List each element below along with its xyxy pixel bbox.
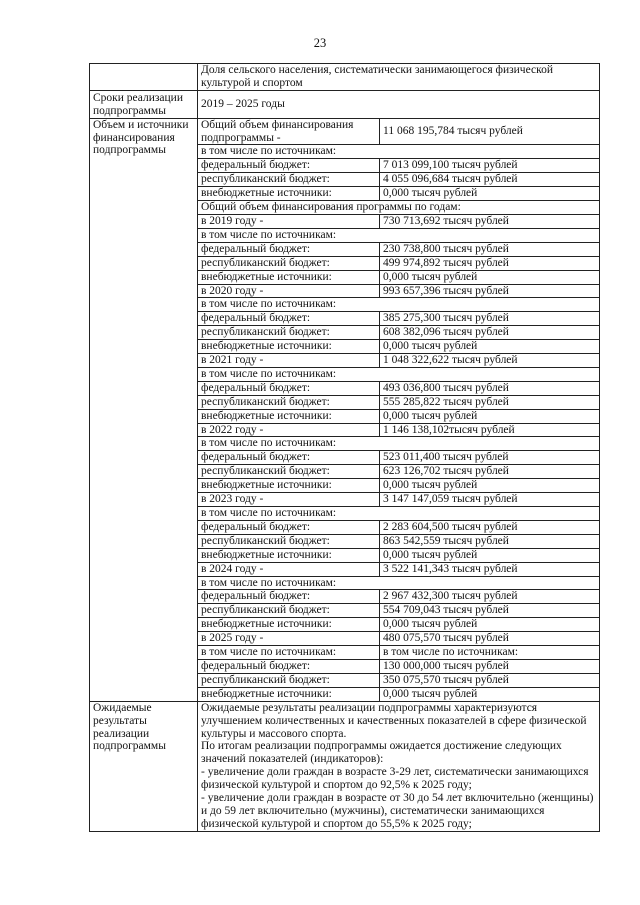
terms-value xyxy=(198,90,600,118)
results-row xyxy=(90,701,600,831)
results-paragraph: По итогам реализации подпрограммы ожидается достижение следующих значений показателей (индикаторов): xyxy=(201,740,562,766)
year-sources-heading-right: в том числе по источникам: xyxy=(380,646,600,660)
indicator-label-cell xyxy=(90,64,198,91)
year-republic-row xyxy=(198,256,599,270)
year-label: в 2025 году - xyxy=(198,632,380,646)
page-number: 23 xyxy=(313,36,327,50)
year-federal-value: 130 000,000 тысяч рублей xyxy=(380,659,600,673)
passport-table xyxy=(89,63,600,832)
year-extra-row xyxy=(198,270,599,284)
year-federal-value: 2 283 604,500 тысяч рублей xyxy=(380,520,600,534)
terms-row xyxy=(90,90,600,118)
year-extra-row xyxy=(198,548,599,562)
year-extra-row xyxy=(198,479,599,493)
year-extra-row xyxy=(198,687,599,700)
year-federal-label: федеральный бюджет: xyxy=(198,381,380,395)
year-republic-label: республиканский бюджет: xyxy=(198,604,380,618)
year-federal-label: федеральный бюджет: xyxy=(198,312,380,326)
year-federal-row xyxy=(198,381,599,395)
year-republic-row xyxy=(198,604,599,618)
year-extra-label: внебюджетные источники: xyxy=(198,687,380,700)
year-label: в 2024 году - xyxy=(198,562,380,576)
terms-value-text: 2019 – 2025 годы xyxy=(201,97,285,110)
year-republic-value: 608 382,096 тысяч рублей xyxy=(380,326,600,340)
year-total-value: 480 075,570 тысяч рублей xyxy=(380,632,600,646)
financing-by-years-heading: Общий объем финансирования программы по годам: xyxy=(198,201,599,215)
year-federal-row xyxy=(198,451,599,465)
year-republic-row xyxy=(198,534,599,548)
year-extra-label: внебюджетные источники: xyxy=(198,340,380,354)
year-extra-row xyxy=(198,409,599,423)
year-extra-label: внебюджетные источники: xyxy=(198,548,380,562)
year-sources-heading: в том числе по источникам: xyxy=(198,367,599,381)
year-republic-value: 623 126,702 тысяч рублей xyxy=(380,465,600,479)
financing-federal-row xyxy=(198,159,599,173)
year-republic-row xyxy=(198,465,599,479)
year-federal-label: федеральный бюджет: xyxy=(198,659,380,673)
year-republic-label: республиканский бюджет: xyxy=(198,326,380,340)
financing-sources-heading: в том числе по источникам: xyxy=(198,145,599,159)
year-row xyxy=(198,423,599,437)
year-extra-value: 0,000 тысяч рублей xyxy=(380,270,600,284)
year-sources-heading: в том числе по источникам: xyxy=(198,437,599,451)
year-republic-row xyxy=(198,673,599,687)
year-extra-label: внебюджетные источники: xyxy=(198,270,380,284)
indicator-text: Доля сельского населения, систематически занимающегося физической культурой и спортом xyxy=(198,64,600,91)
year-federal-row xyxy=(198,312,599,326)
year-extra-value: 0,000 тысяч рублей xyxy=(380,618,600,632)
year-row xyxy=(198,354,599,368)
year-label: в 2020 году - xyxy=(198,284,380,298)
year-federal-value: 523 011,400 тысяч рублей xyxy=(380,451,600,465)
financing-total-row xyxy=(198,119,599,145)
year-federal-row xyxy=(198,242,599,256)
year-sources-heading: в том числе по источникам: xyxy=(198,507,599,521)
financing-extra-value: 0,000 тысяч рублей xyxy=(380,187,600,201)
year-sources-heading-row xyxy=(198,646,599,660)
year-federal-value: 2 967 432,300 тысяч рублей xyxy=(380,590,600,604)
financing-row xyxy=(90,118,600,701)
year-federal-label: федеральный бюджет: xyxy=(198,242,380,256)
financing-republic-label: республиканский бюджет: xyxy=(198,173,380,187)
year-republic-value: 350 075,570 тысяч рублей xyxy=(380,673,600,687)
financing-extra-label: внебюджетные источники: xyxy=(198,187,380,201)
financing-total-value: 11 068 195,784 тысяч рублей xyxy=(380,119,600,145)
financing-label: Объем и источники финансирования подпрограммы xyxy=(90,118,198,701)
year-extra-label: внебюджетные источники: xyxy=(198,409,380,423)
year-extra-value: 0,000 тысяч рублей xyxy=(380,409,600,423)
year-republic-value: 554 709,043 тысяч рублей xyxy=(380,604,600,618)
financing-total-label: Общий объем финансирования подпрограммы - xyxy=(201,118,354,144)
financing-sources-heading-row xyxy=(198,145,599,159)
results-paragraph: - увеличение доли граждан в возрасте от 30 до 54 лет включительно (женщины) и до 59 лет включительно (мужчины), систематически занимающихся физической культурой и спортом до 55,5% к 2025 году; xyxy=(201,792,594,830)
year-federal-label: федеральный бюджет: xyxy=(198,520,380,534)
year-total-value: 3 147 147,059 тысяч рублей xyxy=(380,493,600,507)
year-federal-label: федеральный бюджет: xyxy=(198,590,380,604)
financing-republic-row xyxy=(198,173,599,187)
year-total-value: 993 657,396 тысяч рублей xyxy=(380,284,600,298)
year-label: в 2019 году - xyxy=(198,214,380,228)
year-sources-heading-row xyxy=(198,298,599,312)
year-total-value: 1 048 322,622 тысяч рублей xyxy=(380,354,600,368)
year-extra-value: 0,000 тысяч рублей xyxy=(380,687,600,700)
results-label: Ожидаемые результаты реализации подпрограммы xyxy=(90,701,198,831)
financing-extra-row xyxy=(198,187,599,201)
results-paragraph: Ожидаемые результаты реализации подпрограммы характеризуются улучшением количественных и качественных показателей в сфере физической культуры и массового спорта. xyxy=(201,701,587,740)
year-republic-value: 555 285,822 тысяч рублей xyxy=(380,395,600,409)
year-sources-heading-row xyxy=(198,507,599,521)
year-sources-heading-row xyxy=(198,367,599,381)
year-republic-label: республиканский бюджет: xyxy=(198,256,380,270)
year-row xyxy=(198,562,599,576)
year-row xyxy=(198,284,599,298)
results-text xyxy=(198,701,600,831)
year-total-value: 730 713,692 тысяч рублей xyxy=(380,214,600,228)
results-paragraph: - увеличение доли граждан в возрасте 3-29 лет, систематически занимающихся физической культурой и спортом до 92,5% к 2025 году; xyxy=(201,766,589,792)
year-federal-value: 230 738,800 тысяч рублей xyxy=(380,242,600,256)
year-extra-label: внебюджетные источники: xyxy=(198,618,380,632)
year-extra-value: 0,000 тысяч рублей xyxy=(380,340,600,354)
year-republic-label: республиканский бюджет: xyxy=(198,465,380,479)
year-label: в 2021 году - xyxy=(198,354,380,368)
year-republic-value: 499 974,892 тысяч рублей xyxy=(380,256,600,270)
year-extra-value: 0,000 тысяч рублей xyxy=(380,479,600,493)
year-sources-heading-row xyxy=(198,228,599,242)
financing-federal-value: 7 013 099,100 тысяч рублей xyxy=(380,159,600,173)
year-sources-heading: в том числе по источникам: xyxy=(198,576,599,590)
year-sources-heading-row xyxy=(198,437,599,451)
year-republic-row xyxy=(198,395,599,409)
year-sources-heading: в том числе по источникам: xyxy=(198,298,599,312)
financing-republic-value: 4 055 096,684 тысяч рублей xyxy=(380,173,600,187)
year-row xyxy=(198,632,599,646)
year-sources-heading-row xyxy=(198,576,599,590)
year-republic-value: 863 542,559 тысяч рублей xyxy=(380,534,600,548)
year-sources-heading: в том числе по источникам: xyxy=(198,228,599,242)
financing-by-years-heading-row xyxy=(198,201,599,215)
year-total-value: 1 146 138,102тысяч рублей xyxy=(380,423,600,437)
financing-cell xyxy=(198,118,600,701)
year-sources-heading: в том числе по источникам: xyxy=(198,646,380,660)
year-republic-label: республиканский бюджет: xyxy=(198,534,380,548)
financing-federal-label: федеральный бюджет: xyxy=(198,159,380,173)
financing-table xyxy=(198,119,599,701)
year-federal-label: федеральный бюджет: xyxy=(198,451,380,465)
year-label: в 2022 году - xyxy=(198,423,380,437)
year-federal-row xyxy=(198,520,599,534)
year-label: в 2023 году - xyxy=(198,493,380,507)
terms-label: Сроки реализации подпрограммы xyxy=(90,90,198,118)
year-republic-label: республиканский бюджет: xyxy=(198,673,380,687)
year-extra-row xyxy=(198,340,599,354)
year-federal-value: 385 275,300 тысяч рублей xyxy=(380,312,600,326)
year-federal-value: 493 036,800 тысяч рублей xyxy=(380,381,600,395)
year-extra-value: 0,000 тысяч рублей xyxy=(380,548,600,562)
indicator-row xyxy=(90,64,600,91)
year-total-value: 3 522 141,343 тысяч рублей xyxy=(380,562,600,576)
year-extra-label: внебюджетные источники: xyxy=(198,479,380,493)
year-extra-row xyxy=(198,618,599,632)
year-federal-row xyxy=(198,590,599,604)
year-row xyxy=(198,493,599,507)
year-row xyxy=(198,214,599,228)
year-republic-row xyxy=(198,326,599,340)
year-republic-label: республиканский бюджет: xyxy=(198,395,380,409)
year-federal-row xyxy=(198,659,599,673)
